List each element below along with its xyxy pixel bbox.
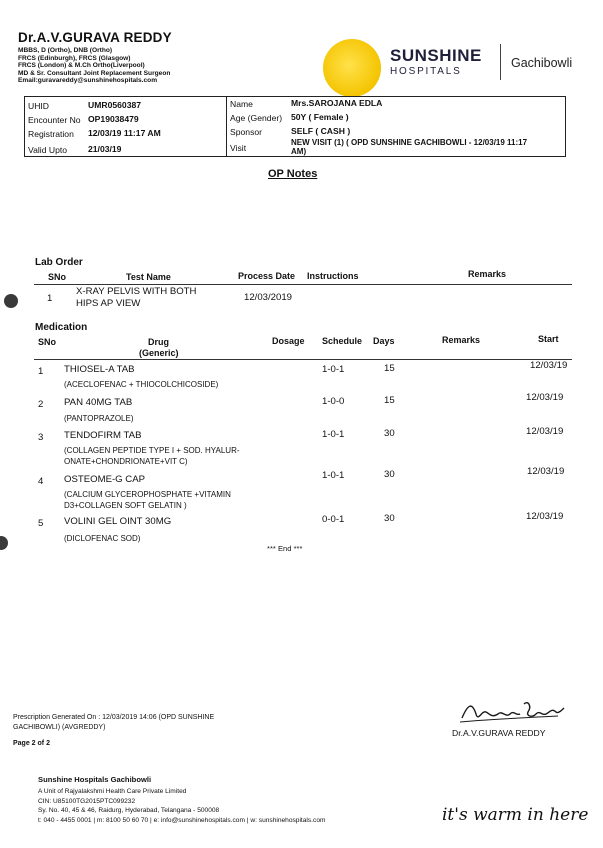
- med-row-generic: (COLLAGEN PEPTIDE TYPE I + SOD. HYALUR-: [64, 446, 240, 455]
- signature-name: Dr.A.V.GURAVA REDDY: [452, 728, 546, 738]
- med-col-days: Days: [373, 336, 395, 346]
- name-value: Mrs.SAROJANA EDLA: [291, 98, 383, 108]
- lab-row-date: 12/03/2019: [244, 292, 293, 303]
- footer-tagline: it's warm in here: [442, 805, 589, 825]
- footer-details: A Unit of Rajyalakshmi Health Care Private Limited CIN: U85100TG2015PTC099232 Sy. No. 40, 45 & 46, Raidurg, Hyderabad, Telangana - 500008 t: 040 - 4455 0001 | m: 8100 50 60 70 | e: info@sunshinehospitals.com | w: sunshinehospitals.com: [38, 788, 326, 824]
- hospital-location: Gachibowli: [511, 56, 573, 70]
- lab-header-rule: [34, 284, 572, 285]
- med-col-generic: (Generic): [139, 348, 179, 358]
- med-row-generic: (ACECLOFENAC + THIOCOLCHICOSIDE): [64, 380, 219, 389]
- med-row-days: 30: [384, 469, 395, 480]
- end-marker: *** End ***: [267, 544, 303, 553]
- med-row-days: 30: [384, 428, 395, 439]
- med-row-sno: 4: [38, 476, 44, 487]
- med-row-start: 12/03/19: [526, 426, 564, 437]
- lab-order-heading: Lab Order: [35, 257, 83, 268]
- doctor-qualifications: MBBS, D (Ortho), DNB (Ortho) FRCS (Edinburgh), FRCS (Glasgow) FRCS (London) & M.Ch Ortho(Liverpool) MD & Sr. Consultant Joint Replacement Surgeon Email:guravareddy@sunshinehospitals.com: [18, 47, 171, 85]
- uhid-label: UHID: [28, 101, 50, 111]
- logo-divider: [500, 44, 501, 80]
- med-row-drug: PAN 40MG TAB: [64, 397, 133, 408]
- uhid-value: UMR0560387: [88, 100, 142, 110]
- med-col-dosage: Dosage: [272, 336, 305, 346]
- encounter-value: OP19038479: [88, 114, 139, 124]
- med-row-drug: VOLINI GEL OINT 30MG: [64, 516, 172, 527]
- age-value: 50Y ( Female ): [291, 112, 349, 122]
- med-row-days: 15: [384, 363, 395, 374]
- patient-box-divider: [226, 96, 227, 157]
- sponsor-label: Sponsor: [230, 127, 263, 137]
- med-col-drug: Drug: [148, 337, 169, 347]
- med-row-drug: THIOSEL-A TAB: [64, 364, 135, 375]
- lab-row-test-line2: HIPS AP VIEW: [76, 298, 141, 309]
- registration-value: 12/03/19 11:17 AM: [88, 128, 161, 138]
- registration-label: Registration: [28, 129, 74, 139]
- med-row-days: 15: [384, 395, 395, 406]
- med-row-schedule: 1-0-1: [322, 429, 345, 440]
- med-col-remarks: Remarks: [442, 335, 481, 345]
- medication-heading: Medication: [35, 322, 88, 333]
- med-row-sno: 5: [38, 518, 44, 529]
- footer-hospital-name: Sunshine Hospitals Gachibowli: [38, 775, 152, 784]
- med-row-days: 30: [384, 513, 395, 524]
- lab-row-test-line1: X-RAY PELVIS WITH BOTH: [76, 286, 197, 297]
- med-row-schedule: 1-0-0: [322, 396, 345, 407]
- valid-value: 21/03/19: [88, 144, 122, 154]
- med-header-rule: [34, 359, 572, 360]
- lab-col-remarks: Remarks: [468, 269, 507, 279]
- punch-hole: [0, 536, 8, 550]
- med-row-schedule: 1-0-1: [322, 470, 345, 481]
- lab-row-sno: 1: [47, 293, 53, 304]
- sunshine-logo-icon: [323, 39, 381, 97]
- page-title: OP Notes: [268, 168, 318, 180]
- med-row-generic: (PANTOPRAZOLE): [64, 414, 134, 423]
- med-row-generic: (DICLOFENAC SOD): [64, 534, 141, 543]
- hospital-name: SUNSHINE: [390, 46, 482, 65]
- name-label: Name: [230, 99, 253, 109]
- med-row-start: 12/03/19: [526, 511, 564, 522]
- med-row-generic: (CALCIUM GLYCEROPHOSPHATE +VITAMIN: [64, 490, 231, 499]
- handwritten-signature: [458, 696, 568, 728]
- page-number: Page 2 of 2: [13, 740, 50, 747]
- med-row-generic-cont: ONATE+CHONDRIONATE+VIT C): [64, 457, 188, 466]
- punch-hole: [4, 294, 18, 308]
- med-row-sno: 2: [38, 399, 44, 410]
- med-row-sno: 1: [38, 366, 44, 377]
- visit-value-line2: AM): [291, 147, 307, 156]
- visit-label: Visit: [230, 143, 247, 153]
- med-row-start: 12/03/19: [526, 392, 564, 403]
- med-col-start: Start: [538, 334, 559, 344]
- med-col-schedule: Schedule: [322, 336, 363, 346]
- med-row-start: 12/03/19: [530, 360, 568, 371]
- med-row-drug: TENDOFIRM TAB: [64, 430, 142, 441]
- med-row-sno: 3: [38, 432, 44, 443]
- lab-col-sno: SNo: [48, 272, 66, 282]
- visit-value-line1: NEW VISIT (1) ( OPD SUNSHINE GACHIBOWLI - 12/03/19 11:17: [291, 138, 528, 147]
- age-label: Age (Gender): [230, 113, 283, 123]
- sponsor-value: SELF ( CASH ): [291, 126, 351, 136]
- encounter-label: Encounter No: [28, 115, 81, 125]
- hospital-subtitle: HOSPITALS: [390, 66, 462, 77]
- lab-col-date: Process Date: [238, 271, 296, 281]
- lab-col-instructions: Instructions: [307, 271, 359, 281]
- med-row-schedule: 0-0-1: [322, 514, 345, 525]
- valid-label: Valid Upto: [28, 145, 68, 155]
- med-row-drug: OSTEOME-G CAP: [64, 474, 146, 485]
- doctor-name: Dr.A.V.GURAVA REDDY: [18, 30, 172, 45]
- med-row-schedule: 1-0-1: [322, 364, 345, 375]
- prescription-generated: Prescription Generated On : 12/03/2019 14:06 (OPD SUNSHINE GACHIBOWLI) (AVGREDDY): [13, 714, 215, 731]
- med-row-start: 12/03/19: [527, 466, 565, 477]
- med-col-sno: SNo: [38, 337, 56, 347]
- med-row-generic-cont: D3+COLLAGEN SOFT GELATIN ): [64, 501, 187, 510]
- lab-col-test: Test Name: [126, 272, 171, 282]
